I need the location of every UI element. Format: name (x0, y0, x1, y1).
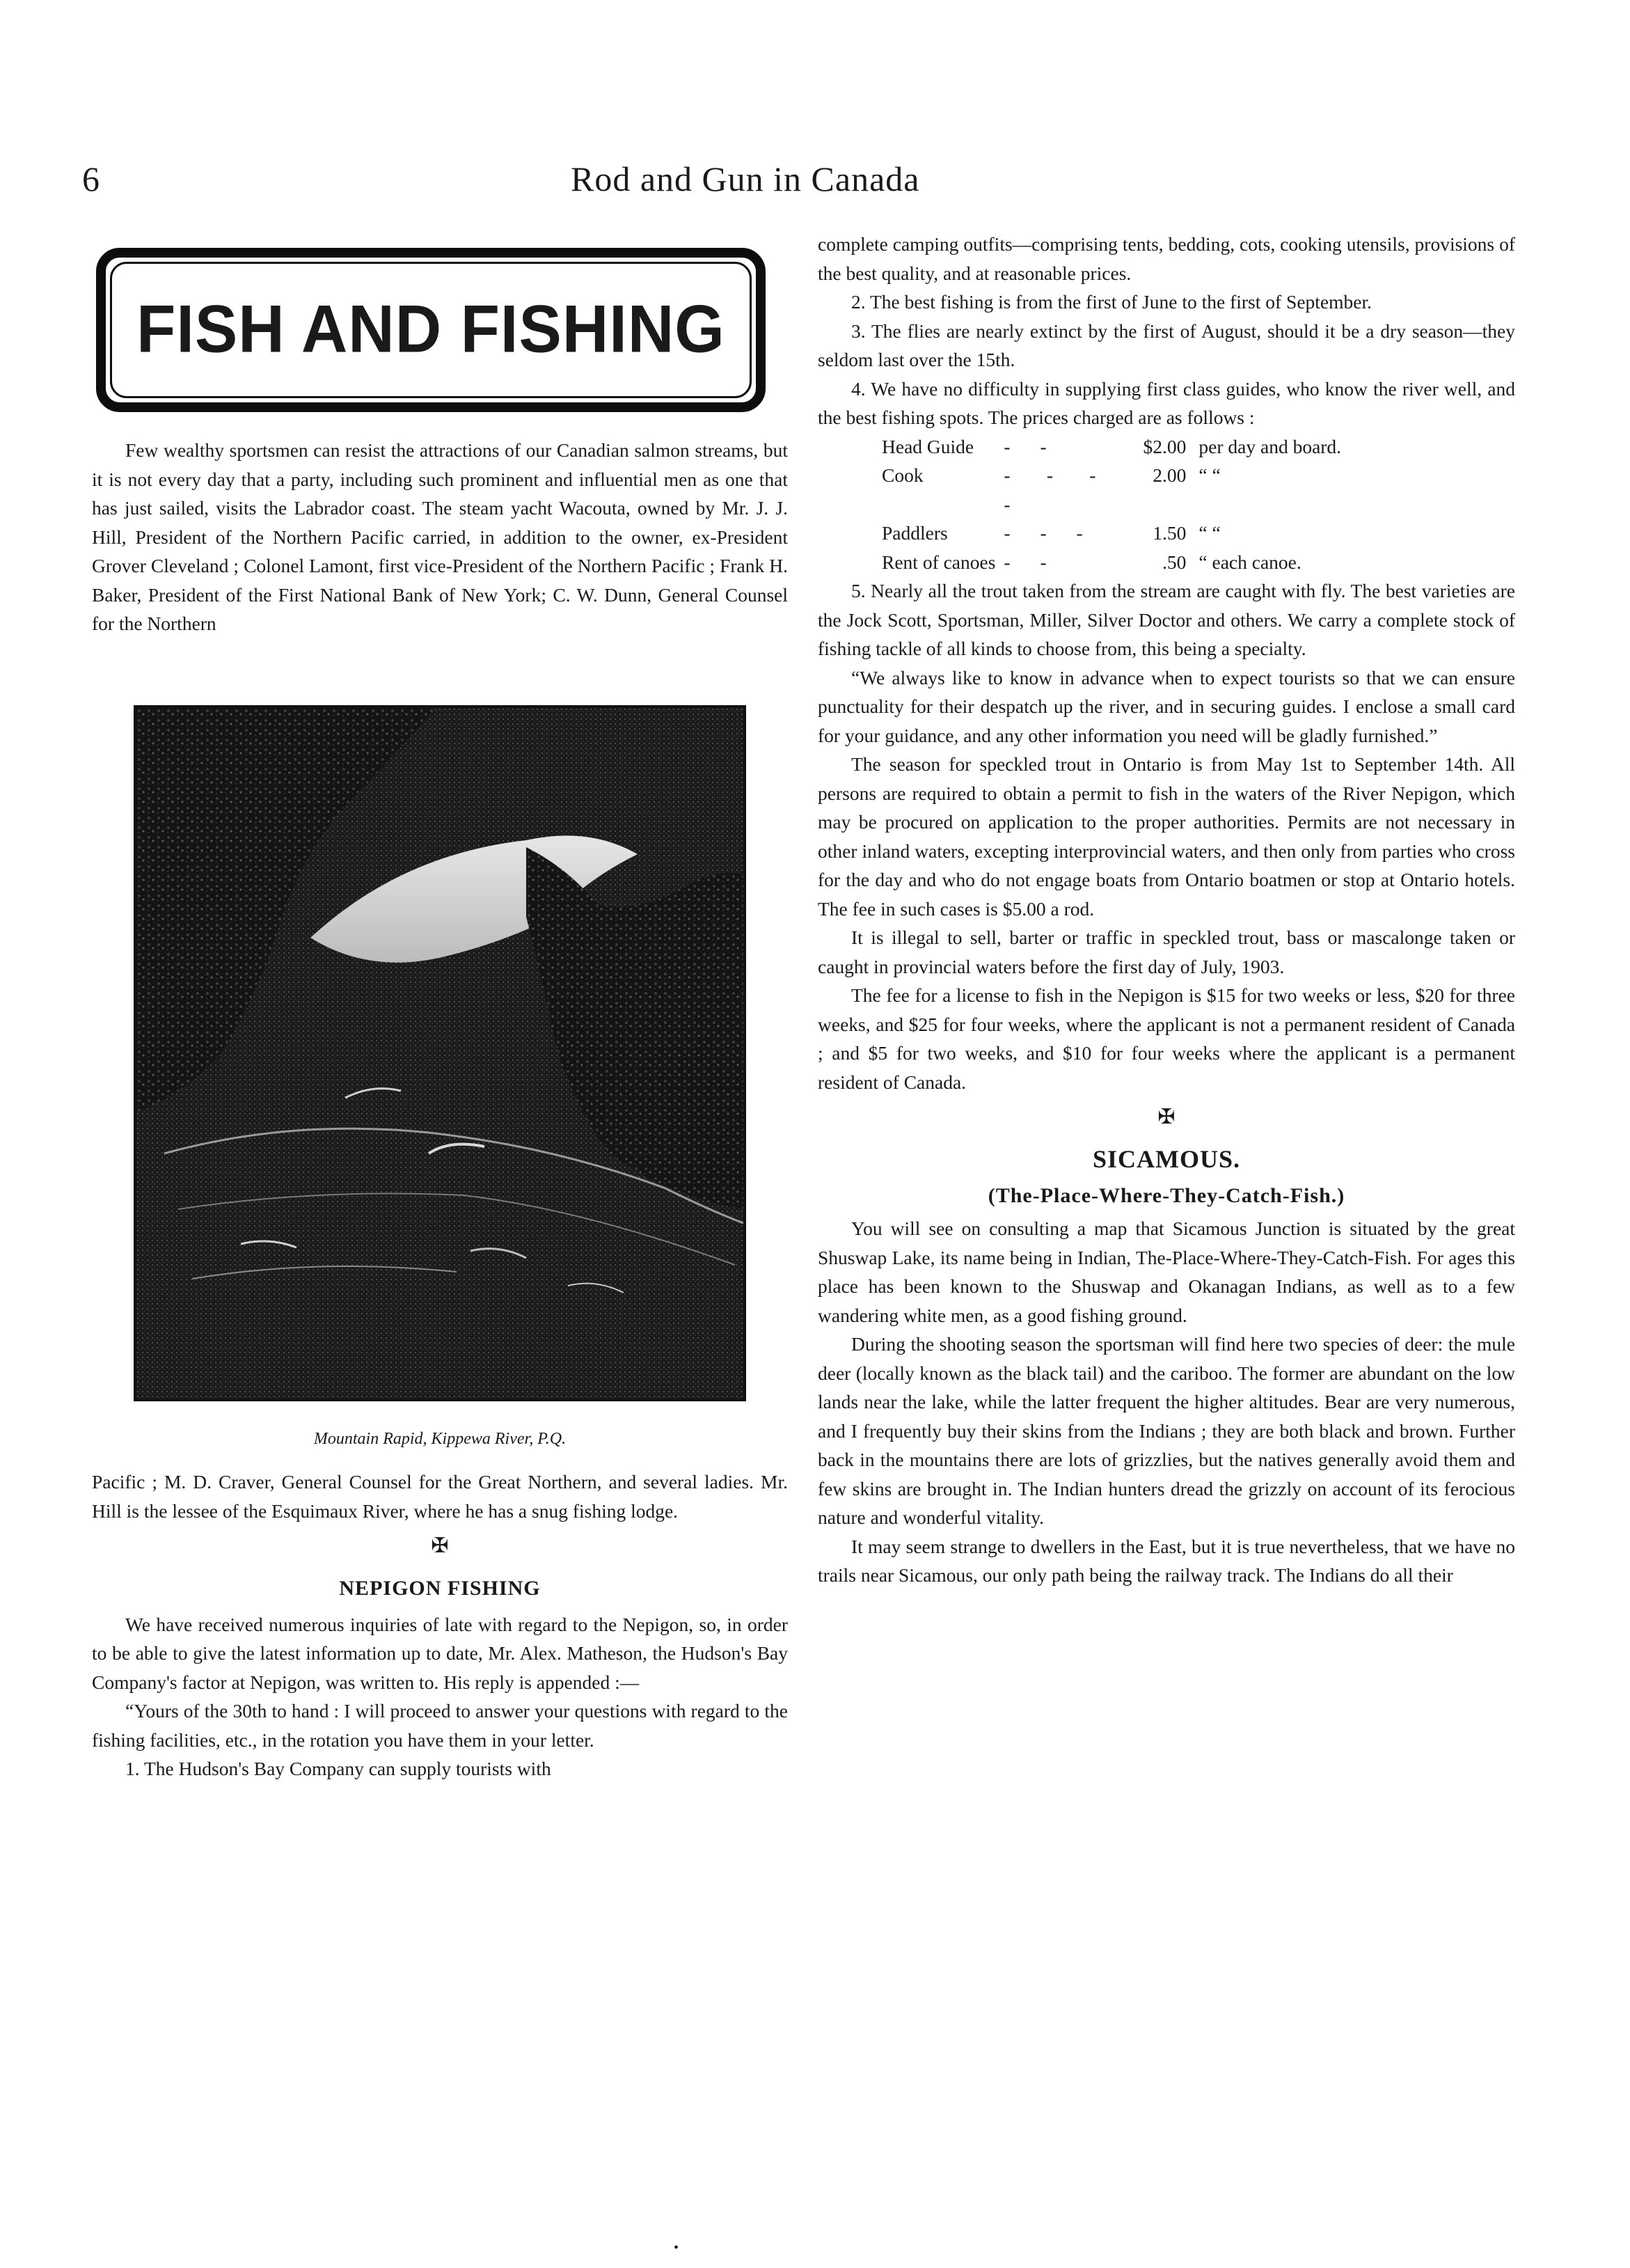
intro-paragraph: Few wealthy sportsmen can resist the attractions of our Canadian salmon streams, but it is not every day that a party, including such prominent and influential men as one that has just sailed, visits the Labrador coast. The steam yacht Wacouta, owned by Mr. J. J. Hill, President of the Northern Pacific carried, in addition to the owner, ex-President Grover Cleveland ; Colonel Lamont, first vice-President of the Northern Pacific ; Frank H. Baker, President of the First National Bank of New York; C. W. Dunn, General Counsel for the Northern (92, 439, 788, 634)
right-column (818, 230, 1515, 1590)
fee-paragraph: The fee for a license to fish in the Nepigon is $15 for two weeks or less, $20 for three weeks, and $25 for four weeks, where the applicant is not a permanent resident of Canada ; and $5 for two weeks, and $10 for four weeks where the applicant is a permanent resident of Canada. (818, 984, 1515, 1093)
photo-mountain-rapid (134, 705, 746, 1401)
page-number: 6 (82, 159, 100, 198)
price-label: Rent of canoes (882, 551, 996, 573)
footer-mark: • (674, 2240, 679, 2255)
nepigon-intro: We have received numerous inquiries of late with regard to the Nepigon, so, in order to be able to give the latest information up to date, Mr. Alex. Matheson, the Hudson's Bay Company's factor at Nepigon, was written to. His reply is appended :— (92, 1613, 788, 1693)
price-unit: per day and board. (1198, 435, 1342, 457)
item-1-start: 1. The Hudson's Bay Company can supply tourists with (125, 1758, 551, 1779)
price-dashes: - - - - (1004, 464, 1109, 515)
rapid-photo-image (136, 708, 743, 1399)
price-label: Head Guide (882, 435, 974, 457)
item-5: 5. Nearly all the trout taken from the stream are caught with fly. The best varieties are the Jock Scott, Sportsman, Miller, Silver Doctor and others. We carry a complete stock of fishing tackle of all kinds to choose from, this being a specialty. (818, 580, 1515, 659)
price-value: $2.00 (1143, 435, 1187, 457)
sicamous-heading: SICAMOUS. (1092, 1145, 1241, 1173)
letter-closing: “We always like to know in advance when to expect tourists so that we can ensure punctuality for their despatch up the river, and in securing guides. I enclose a small card for your guidance, and any other information you need will be gladly furnished.” (818, 666, 1515, 746)
sicamous-paragraph-3: It may seem strange to dwellers in the East, but it is true nevertheless, that we have no trails near Sicamous, our only path being the railway track. The Indians do all their (818, 1535, 1515, 1586)
item-2: 2. The best fishing is from the first of June to the first of September. (851, 291, 1372, 313)
sicamous-subheading: (The-Place-Where-They-Catch-Fish.) (988, 1183, 1345, 1207)
price-table (882, 432, 1350, 577)
nepigon-fishing-heading: NEPIGON FISHING (339, 1577, 541, 1600)
season-paragraph: The season for speckled trout in Ontario is from May 1st to September 14th. All persons are required to obtain a permit to fish in the waters of the River Nepigon, which may be procured on application to the proper authorities. Permits are not necessary in other inland waters, excepting interprovincial waters, and then only from parties who cross for the day and who do not engage boats from Ontario boatmen or stop at Ontario hotels. The fee in such cases is $5.00 a rod. (818, 753, 1515, 920)
photo-caption: Mountain Rapid, Kippewa River, P.Q. (313, 1429, 567, 1448)
price-unit: “ “ (1198, 464, 1221, 486)
item-3: 3. The flies are nearly extinct by the first of August, should it be a dry season—they seldom last over the 15th. (818, 320, 1515, 370)
item-1-end: complete camping outfits—comprising tents, bedding, cots, cooking utensils, provisions of the best quality, and at reasonable prices. (818, 233, 1515, 284)
price-value: 2.00 (1153, 464, 1187, 486)
price-dashes: - - - (1004, 522, 1095, 544)
separator-cross: ✠ (1157, 1105, 1176, 1128)
sicamous-paragraph-1: You will see on consulting a map that Sicamous Junction is situated by the great Shuswap Lake, its name being in Indian, The-Place-Where-They-Catch-Fish. For ages this place has been known to the Shuswap and Okanagan Indians, as well as to a few wandering white men, as a good fishing ground. (818, 1218, 1515, 1326)
price-row (882, 461, 1350, 519)
item-4: 4. We have no difficulty in supplying first class guides, who know the river well, and the best fishing spots. The prices charged are as follows : (818, 377, 1515, 428)
illegal-paragraph: It is illegal to sell, barter or traffic in speckled trout, bass or mascalonge taken or caught in provincial waters before the first day of July, 1903. (818, 927, 1515, 977)
sicamous-paragraph-2: During the shooting season the sportsman will find here two species of deer: the mule deer (locally known as the black tail) and the cariboo. The former are abundant on the low lands near the lake, while the latter frequent the higher altitudes. Bear are very numerous, and I frequently buy their skins from the Indians ; they are both black and brown. Further back in the mountains there are lots of grizzlies, but the natives generally avoid them and few skins are brought in. The Indian hunters dread the grizzly on account of its ferocious nature and wonderful vitality. (818, 1333, 1515, 1528)
continued-paragraph: Pacific ; M. D. Craver, General Counsel for the Great Northern, and several ladies. Mr. Hill is the lessee of the Esquimaux River, where he has a snug fishing lodge. (92, 1471, 788, 1522)
banner-title: FISH AND FISHING (136, 292, 725, 367)
price-row (882, 432, 1350, 462)
running-head: Rod and Gun in Canada (571, 159, 920, 198)
price-unit: “ each canoe. (1198, 551, 1301, 573)
price-label: Cook (882, 464, 924, 486)
price-value: 1.50 (1153, 522, 1187, 544)
price-dashes: - - (1004, 435, 1059, 457)
separator-cross: ✠ (431, 1534, 449, 1557)
price-row (882, 519, 1350, 548)
price-unit: “ “ (1198, 522, 1221, 544)
price-label: Paddlers (882, 522, 948, 544)
price-dashes: - - (1004, 551, 1059, 573)
fish-and-fishing-banner (96, 248, 766, 412)
price-value: .50 (1162, 551, 1187, 573)
price-row (882, 548, 1350, 577)
left-column (92, 230, 788, 1783)
letter-opening: “Yours of the 30th to hand : I will proceed to answer your questions with regard to the fishing facilities, etc., in the rotation you have them in your letter. (92, 1700, 788, 1751)
